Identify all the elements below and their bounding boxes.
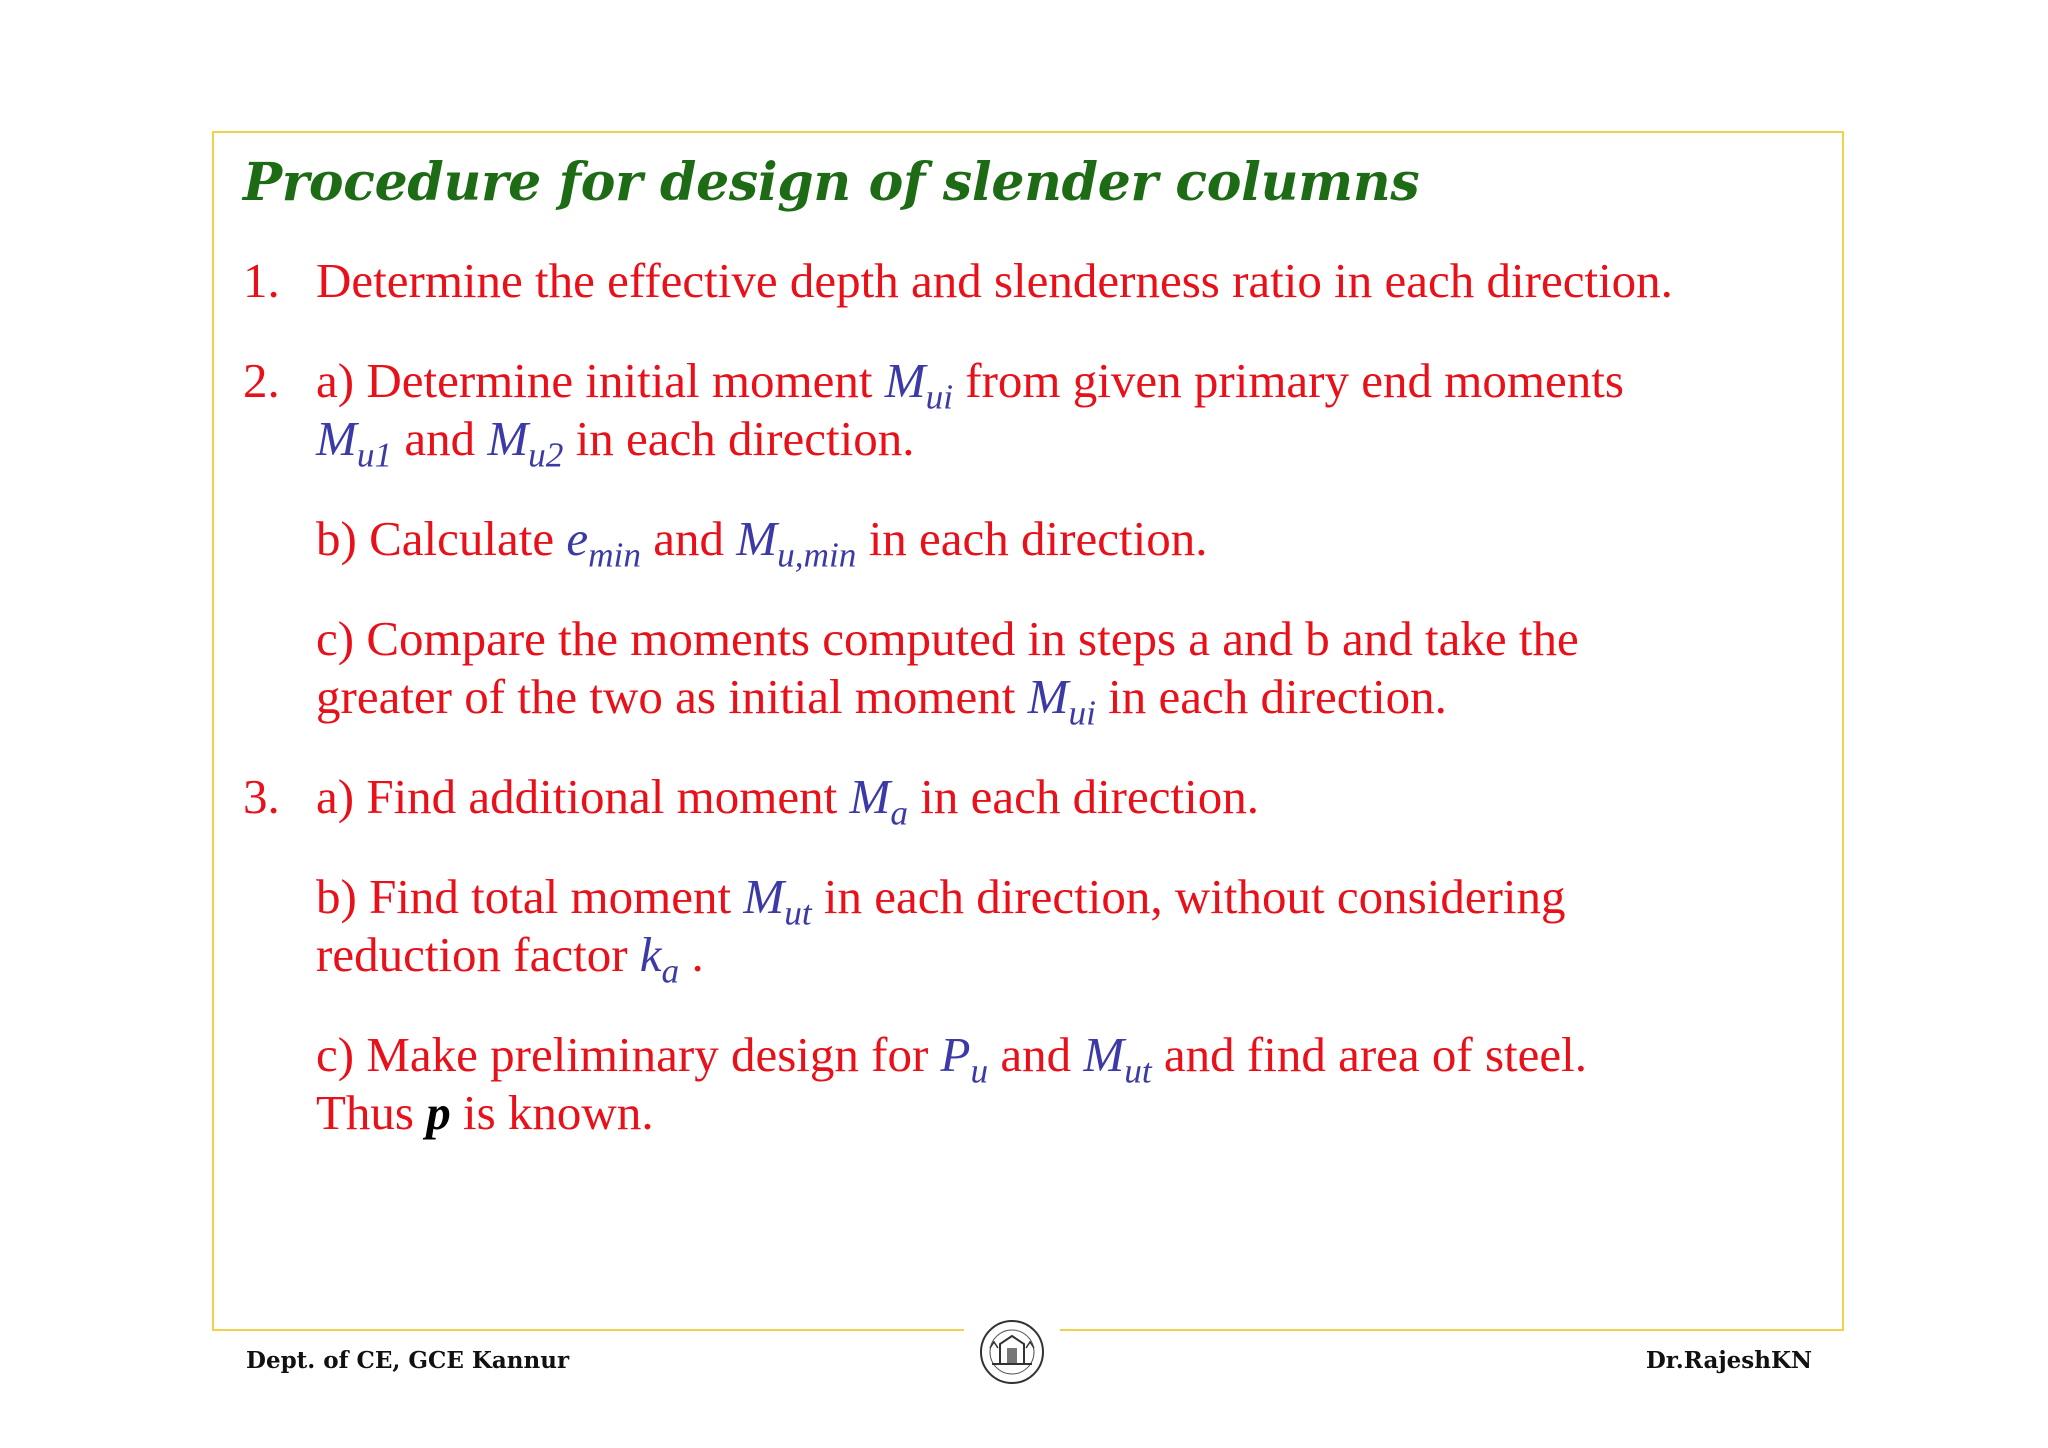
step-2b: b) Calculate $e_{min}$ and $M_{u,min}$ in each direction.: [316, 511, 1208, 575]
symbol-M-ui: $M_{ui}$: [884, 353, 954, 417]
symbol-e-min: $e_{min}$: [566, 511, 641, 575]
step-2-number: 2.: [243, 353, 280, 408]
step-2c-line-1: c) Compare the moments computed in steps a and b and take the: [316, 611, 1579, 666]
step-3-number: 3.: [243, 769, 280, 824]
footer-author: Dr.RajeshKN: [1645, 1347, 1812, 1374]
college-emblem-icon: [978, 1318, 1046, 1386]
slide-title: Procedure for design of slender columns: [243, 152, 1420, 213]
step-3b-line-2: reduction factor $k_a$ .: [316, 927, 704, 991]
step-1-number: 1.: [243, 253, 280, 308]
step-2c-line-2: greater of the two as initial moment $M_{ui}$ in each direction.: [316, 669, 1447, 733]
slide-frame: [212, 131, 1844, 1331]
step-3b-line-1: b) Find total moment $M_{ut}$ in each direction, without considering: [316, 869, 1566, 933]
step-3c-line-1: c) Make preliminary design for $P_u$ and $M_{ut}$ and find area of steel.: [316, 1027, 1587, 1091]
symbol-M-ut: $M_{ut}$: [743, 869, 812, 933]
symbol-M-u2: $M_{u2}$: [487, 411, 564, 475]
symbol-P-u: $P_u$: [940, 1027, 989, 1091]
symbol-M-u1: $M_{u1}$: [316, 411, 393, 475]
footer-department: Dept. of CE, GCE Kannur: [246, 1347, 570, 1374]
symbol-M-umin: $M_{u,min}$: [736, 511, 857, 575]
symbol-M-ut-2: $M_{ut}$: [1083, 1027, 1152, 1091]
step-2a-line-1: a) Determine initial moment $M_{ui}$ from given primary end moments: [316, 353, 1624, 417]
symbol-M-ui-2: $M_{ui}$: [1027, 669, 1096, 733]
step-2a-line-2: $M_{u1}$ and $M_{u2}$ in each direction.: [316, 411, 915, 475]
symbol-p: p: [426, 1085, 451, 1140]
symbol-k-a: $k_a$: [639, 927, 680, 991]
symbol-M-a: $M_a$: [849, 769, 908, 833]
step-3c-line-2: Thus p is known.: [316, 1085, 654, 1140]
step-1-text: Determine the effective depth and slenderness ratio in each direction.: [316, 253, 1673, 308]
step-3a: a) Find additional moment $M_a$ in each direction.: [316, 769, 1259, 833]
